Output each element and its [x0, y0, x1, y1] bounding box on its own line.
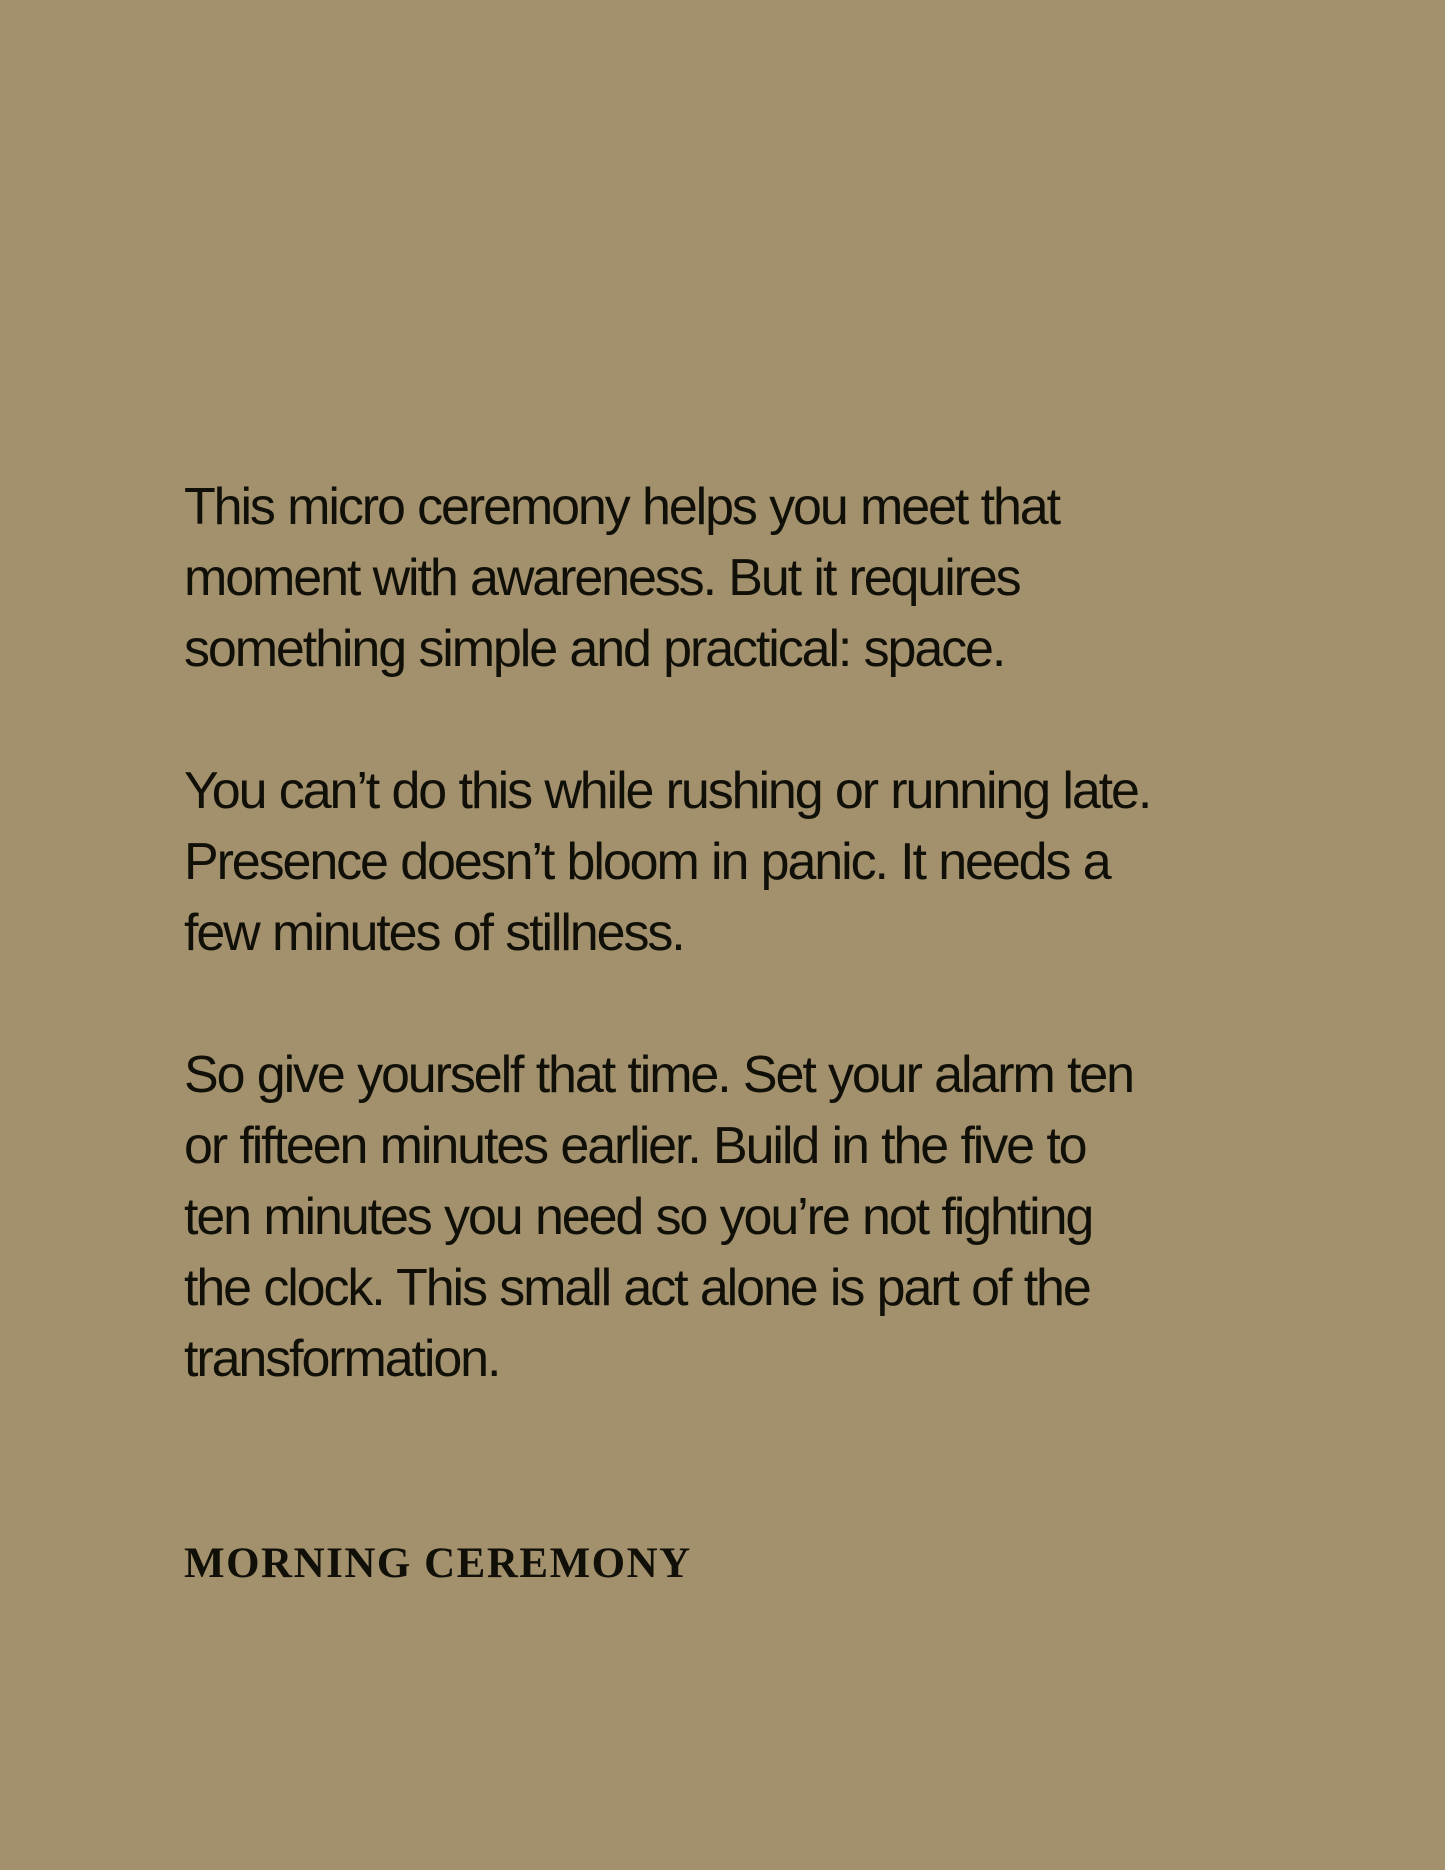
paragraph-line: moment with awareness. But it requires: [184, 549, 1020, 607]
paragraph-2: [184, 756, 1294, 969]
paragraph-line: few minutes of stillness.: [184, 904, 684, 962]
paragraph-line: the clock. This small act alone is part of the: [184, 1259, 1090, 1317]
footer-section-label: MORNING CEREMONY: [184, 1540, 692, 1587]
paragraph-line: or fifteen minutes earlier. Build in the five to: [184, 1117, 1086, 1175]
paragraph-line: This micro ceremony helps you meet that: [184, 478, 1059, 536]
paragraph-line: So give yourself that time. Set your alarm ten: [184, 1046, 1133, 1104]
paragraph-3: [184, 1040, 1294, 1395]
paragraph-1: [184, 472, 1294, 685]
paragraph-line: ten minutes you need so you’re not fighting: [184, 1188, 1093, 1246]
paragraph-line: something simple and practical: space.: [184, 620, 1005, 678]
paragraph-line: transformation.: [184, 1330, 500, 1388]
paragraph-line: You can’t do this while rushing or running late.: [184, 762, 1151, 820]
paragraph-line: Presence doesn’t bloom in panic. It needs a: [184, 833, 1110, 891]
body-text: [184, 472, 1294, 1466]
